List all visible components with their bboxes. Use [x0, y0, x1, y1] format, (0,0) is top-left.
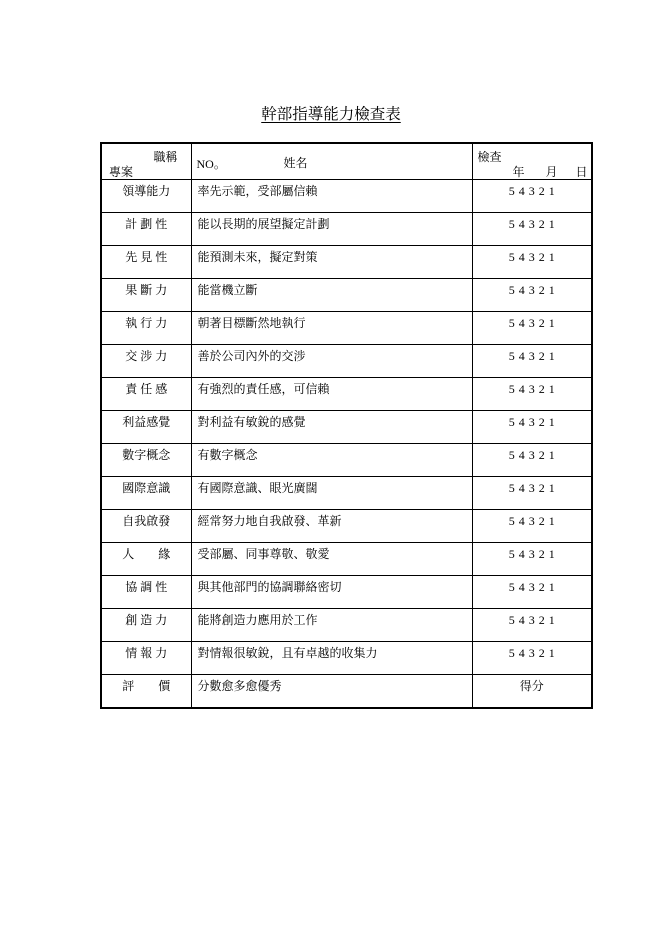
description-cell: 朝著目標斷然地執行 [191, 312, 472, 345]
description-cell: 有數字概念 [191, 444, 472, 477]
item-cell: 執 行 力 [101, 312, 191, 345]
score-cell: 5 4 3 2 1 [472, 576, 592, 609]
item-cell: 創 造 力 [101, 609, 191, 642]
table-row [101, 510, 592, 543]
year-label: 年 [512, 165, 525, 179]
item-cell: 情 報 力 [101, 642, 191, 675]
item-cell: 果 斷 力 [101, 279, 191, 312]
description-cell: 能當機立斷 [191, 279, 472, 312]
description-cell: 與其他部門的協調聯絡密切 [191, 576, 472, 609]
item-cell: 領導能力 [101, 180, 191, 213]
description-cell: 對利益有敏銳的感覺 [191, 411, 472, 444]
description-cell: 受部屬、同事尊敬、敬愛 [191, 543, 472, 576]
item-cell: 國際意識 [101, 477, 191, 510]
description-cell: 經常努力地自我啟發、革新 [191, 510, 472, 543]
item-cell: 自我啟發 [101, 510, 191, 543]
table-row [101, 246, 592, 279]
form-title: 幹部指導能力檢查表 [261, 106, 401, 123]
table-row [101, 378, 592, 411]
score-cell: 5 4 3 2 1 [472, 279, 592, 312]
day-label: 日 [575, 165, 588, 179]
header-check-cell [472, 143, 592, 180]
score-cell: 5 4 3 2 1 [472, 213, 592, 246]
score-cell: 5 4 3 2 1 [472, 312, 592, 345]
position-label: 職稱 [153, 150, 178, 164]
score-cell: 5 4 3 2 1 [472, 510, 592, 543]
check-label: 檢查 [477, 150, 502, 164]
table-row [101, 477, 592, 510]
footer-row [101, 675, 592, 708]
item-cell: 協 調 性 [101, 576, 191, 609]
item-cell: 計 劃 性 [101, 213, 191, 246]
score-cell: 5 4 3 2 1 [472, 543, 592, 576]
description-cell: 善於公司內外的交涉 [191, 345, 472, 378]
item-cell: 數字概念 [101, 444, 191, 477]
evaluation-table [100, 142, 593, 709]
table-row [101, 411, 592, 444]
table-row [101, 543, 592, 576]
item-label: 專案 [109, 165, 134, 179]
table-row [101, 576, 592, 609]
table-row [101, 312, 592, 345]
score-cell: 5 4 3 2 1 [472, 477, 592, 510]
description-cell: 有國際意識、眼光廣闊 [191, 477, 472, 510]
score-cell: 5 4 3 2 1 [472, 411, 592, 444]
evaluation-label: 評 價 [101, 675, 191, 708]
name-label: 姓名 [283, 156, 308, 170]
item-cell: 人 緣 [101, 543, 191, 576]
table-row [101, 213, 592, 246]
description-cell: 能以長期的展望擬定計劃 [191, 213, 472, 246]
table-row [101, 345, 592, 378]
item-cell: 先 見 性 [101, 246, 191, 279]
score-cell: 5 4 3 2 1 [472, 378, 592, 411]
description-cell: 率先示範，受部屬信賴 [191, 180, 472, 213]
score-cell: 5 4 3 2 1 [472, 444, 592, 477]
score-cell: 5 4 3 2 1 [472, 609, 592, 642]
item-cell: 交 涉 力 [101, 345, 191, 378]
evaluation-note: 分數愈多愈優秀 [191, 675, 472, 708]
table-row [101, 279, 592, 312]
description-cell: 對情報很敏銳，且有卓越的收集力 [191, 642, 472, 675]
description-cell: 能預測未來，擬定對策 [191, 246, 472, 279]
description-cell: 能將創造力應用於工作 [191, 609, 472, 642]
header-item-cell [101, 143, 191, 180]
score-cell: 5 4 3 2 1 [472, 642, 592, 675]
table-row [101, 609, 592, 642]
score-cell: 5 4 3 2 1 [472, 345, 592, 378]
header-row [101, 143, 592, 180]
item-cell: 利益感覺 [101, 411, 191, 444]
table-row [101, 180, 592, 213]
item-cell: 責 任 感 [101, 378, 191, 411]
score-total-label: 得分 [472, 675, 592, 708]
no-label: NO。 [196, 157, 226, 171]
table-row [101, 642, 592, 675]
header-name-cell [191, 143, 472, 180]
description-cell: 有強烈的責任感，可信賴 [191, 378, 472, 411]
month-label: 月 [545, 165, 558, 179]
table-row [101, 444, 592, 477]
score-cell: 5 4 3 2 1 [472, 180, 592, 213]
score-cell: 5 4 3 2 1 [472, 246, 592, 279]
